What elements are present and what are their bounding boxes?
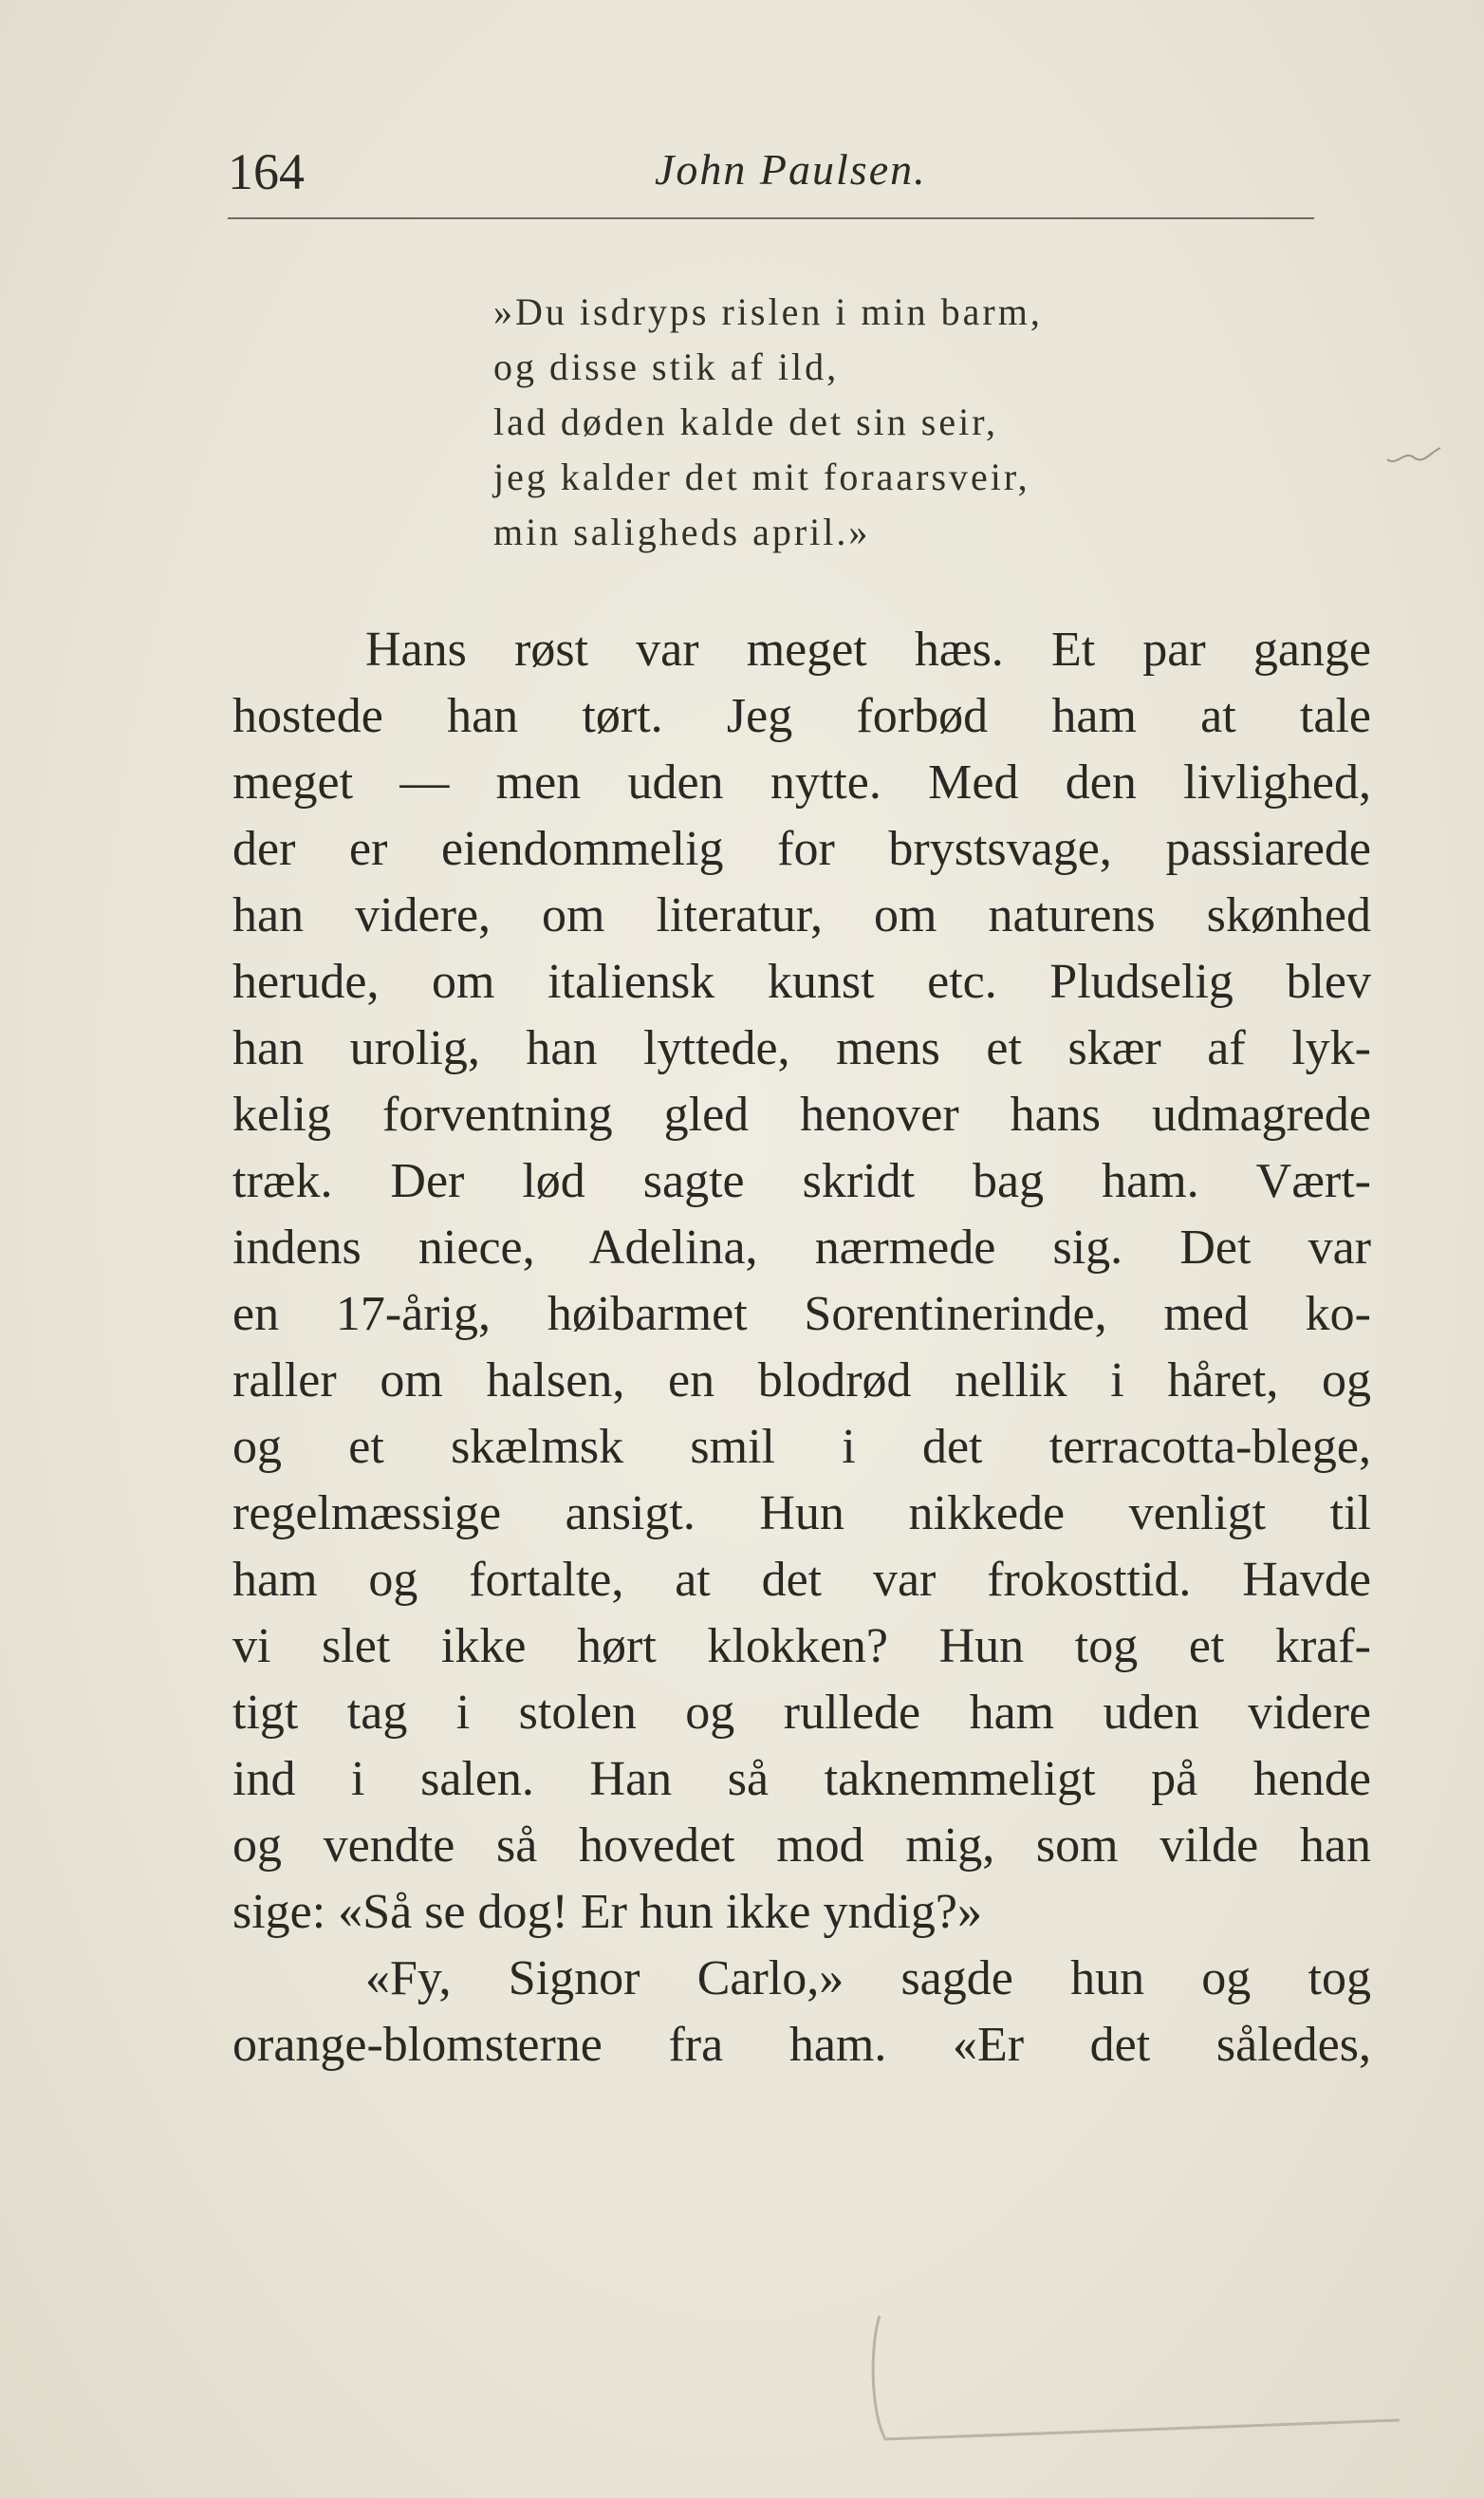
pencil-mark	[1385, 446, 1442, 469]
poem-line: »Du isdryps rislen i min barm,	[493, 290, 1043, 333]
text-line: indens niece, Adelina, nærmede sig. Det var	[232, 1221, 1371, 1275]
text-line: en 17-årig, høibarmet Sorentinerinde, med ko-	[232, 1287, 1371, 1341]
text-line: kelig forventning gled henover hans udmagrede	[232, 1088, 1371, 1142]
text-line: meget — men uden nytte. Med den livlighed,	[232, 755, 1371, 810]
poem-line: lad døden kalde det sin seir,	[493, 401, 998, 443]
page-stain	[868, 2306, 1400, 2449]
poem-line: jeg kalder det mit foraarsveir,	[493, 456, 1030, 498]
text-line: herude, om italiensk kunst etc. Pludselig blev	[232, 955, 1371, 1009]
page-header	[228, 142, 1314, 209]
header-rule	[228, 217, 1314, 219]
text-line: træk. Der lød sagte skridt bag ham. Vært-	[232, 1154, 1371, 1208]
poem-line: og disse stik af ild,	[493, 345, 840, 388]
text-line: ind i salen. Han så taknemmeligt på hende	[232, 1752, 1371, 1806]
text-line: tigt tag i stolen og rullede ham uden videre	[232, 1686, 1371, 1740]
text-line: han urolig, han lyttede, mens et skær af lyk-	[232, 1021, 1371, 1075]
text-line: Hans røst var meget hæs. Et par gange	[365, 623, 1371, 677]
text-line: «Fy, Signor Carlo,» sagde hun og tog	[365, 1951, 1371, 2005]
text-line: han videre, om literatur, om naturens skønhed	[232, 888, 1371, 942]
poem-line: min saligheds april.»	[493, 511, 871, 553]
body-text	[232, 617, 1371, 2079]
text-line: raller om halsen, en blodrød nellik i håret, og	[232, 1353, 1371, 1407]
text-line: ham og fortalte, at det var frokosttid. Havde	[232, 1553, 1371, 1607]
text-line: og vendte så hovedet mod mig, som vilde han	[232, 1818, 1371, 1873]
text-line: regelmæssige ansigt. Hun nikkede venligt til	[232, 1486, 1371, 1540]
text-line: vi slet ikke hørt klokken? Hun tog et kraf-	[232, 1619, 1371, 1673]
text-line: der er eiendommelig for brystsvage, passiarede	[232, 822, 1371, 876]
page-number: 164	[228, 143, 305, 200]
running-head: John Paulsen.	[655, 145, 927, 194]
text-line: orange-blomsterne fra ham. «Er det således,	[232, 2018, 1371, 2072]
text-line: hostede han tørt. Jeg forbød ham at tale	[232, 689, 1371, 743]
text-line: sige: «Så se dog! Er hun ikke yndig?»	[232, 1885, 982, 1939]
poem-stanza	[493, 285, 1177, 560]
text-line: og et skælmsk smil i det terracotta-blege,	[232, 1420, 1371, 1474]
